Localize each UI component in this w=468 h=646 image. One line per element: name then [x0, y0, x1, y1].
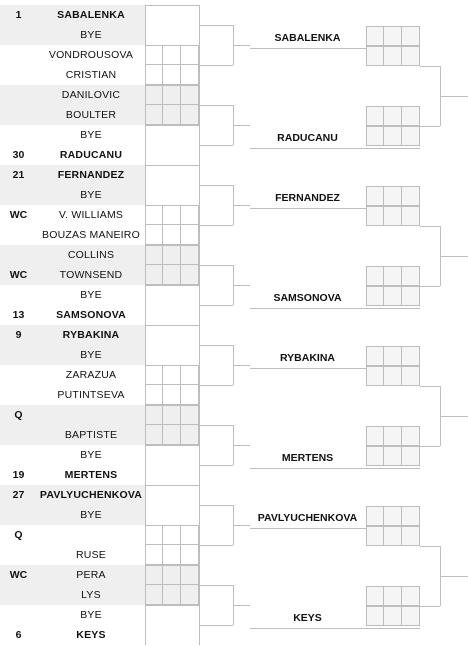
r2-set-score-cell [384, 586, 402, 606]
set-score-cell [181, 525, 199, 545]
r1-connector [200, 65, 233, 66]
player-name: BOULTER [65, 109, 117, 121]
r1-to-r2-line [233, 285, 250, 286]
player-name: BYE [80, 129, 102, 141]
r1-connector [200, 25, 233, 26]
set-score-cell [163, 205, 181, 225]
set-score-cell [181, 85, 199, 105]
set-score-cell [181, 105, 199, 125]
set-score-cell [163, 525, 181, 545]
r2-player-name: FERNANDEZ [275, 192, 340, 204]
r2-connector [420, 606, 440, 607]
set-score-cell [181, 585, 199, 605]
set-score-cell [145, 205, 163, 225]
player-seed: WC [9, 209, 28, 221]
player-name: SABALENKA [57, 9, 125, 21]
set-score-cell [181, 405, 199, 425]
player-name: BOUZAS MANEIRO [42, 229, 140, 241]
r2-set-score-cell [384, 46, 402, 66]
player-seed: Q [14, 409, 23, 421]
set-score-cell [163, 545, 181, 565]
player-name: DANILOVIC [61, 89, 121, 101]
r2-set-score-cell [384, 126, 402, 146]
r2-set-score-cell [384, 506, 402, 526]
bye-score-blank [145, 625, 200, 645]
r2-set-score-cell [366, 266, 384, 286]
set-score-cell [145, 65, 163, 85]
bye-score-blank [145, 165, 200, 185]
player-name: BYE [80, 29, 102, 41]
set-score-cell [145, 565, 163, 585]
r2-set-score-cell [402, 366, 420, 386]
r2-set-score-cell [402, 586, 420, 606]
r2-name-underline [250, 468, 420, 469]
r1-score-divider [145, 5, 146, 645]
set-score-cell [163, 425, 181, 445]
r2-player-name: SAMSONOVA [273, 292, 342, 304]
r2-player-name: SABALENKA [274, 32, 341, 44]
set-score-cell [163, 245, 181, 265]
r2-name-underline [250, 148, 420, 149]
set-score-cell [145, 385, 163, 405]
r1-to-r2-line [233, 205, 250, 206]
set-score-cell [163, 105, 181, 125]
r2-player-name: MERTENS [281, 452, 334, 464]
bye-score-blank [145, 5, 200, 25]
player-seed: 19 [12, 469, 25, 481]
r2-set-score-cell [402, 346, 420, 366]
set-score-cell [181, 265, 199, 285]
r2-set-score-cell [384, 606, 402, 626]
bye-score-blank [145, 325, 200, 345]
r2-name-underline [250, 308, 420, 309]
r2-set-score-cell [402, 26, 420, 46]
r2-set-score-cell [402, 526, 420, 546]
bye-score-blank [145, 285, 200, 305]
set-score-cell [181, 545, 199, 565]
player-name: LYS [81, 589, 101, 601]
r1-connector [200, 265, 233, 266]
player-name: V. WILLIAMS [58, 209, 124, 221]
set-score-cell [163, 585, 181, 605]
set-score-cell [145, 265, 163, 285]
set-score-cell [163, 265, 181, 285]
r2-connector [420, 126, 440, 127]
r1-to-r2-line [233, 605, 250, 606]
set-score-cell [145, 405, 163, 425]
bye-score-blank [145, 145, 200, 165]
bye-score-blank [145, 305, 200, 325]
set-score-cell [163, 565, 181, 585]
set-score-cell [163, 65, 181, 85]
r2-set-score-cell [384, 186, 402, 206]
r2-set-score-cell [384, 286, 402, 306]
player-name: BYE [80, 509, 102, 521]
r2-set-score-cell [402, 506, 420, 526]
r2-set-score-cell [366, 526, 384, 546]
bye-score-blank [145, 185, 200, 205]
player-seed: 1 [15, 9, 22, 21]
r1-connector [200, 585, 233, 586]
r2-set-score-cell [366, 106, 384, 126]
set-score-cell [163, 405, 181, 425]
bye-score-blank [145, 25, 200, 45]
player-seed: 27 [12, 489, 25, 501]
r2-set-score-cell [402, 106, 420, 126]
r2-set-score-cell [384, 366, 402, 386]
r2-set-score-cell [402, 426, 420, 446]
r2-set-score-cell [384, 346, 402, 366]
player-name: SAMSONOVA [56, 309, 126, 321]
player-name: BYE [80, 289, 102, 301]
r2-set-score-cell [384, 266, 402, 286]
r2-set-score-cell [366, 46, 384, 66]
r1-connector [200, 105, 233, 106]
r2-connector [420, 286, 440, 287]
player-seed: 6 [15, 629, 22, 641]
player-name: RYBAKINA [62, 329, 120, 341]
player-name: CRISTIAN [65, 69, 117, 81]
r2-to-r3-line [440, 96, 468, 97]
r1-connector [200, 465, 233, 466]
bye-score-blank [145, 345, 200, 365]
r2-set-score-cell [366, 286, 384, 306]
r2-set-score-cell [402, 206, 420, 226]
set-score-cell [181, 225, 199, 245]
player-seed: 30 [12, 149, 25, 161]
r1-to-r2-line [233, 45, 250, 46]
set-score-cell [163, 225, 181, 245]
r2-set-score-cell [366, 586, 384, 606]
r1-connector [200, 345, 233, 346]
set-score-cell [181, 205, 199, 225]
set-score-cell [181, 425, 199, 445]
set-score-cell [145, 105, 163, 125]
set-score-cell [181, 365, 199, 385]
r1-right-border [199, 5, 200, 645]
bye-score-blank [145, 125, 200, 145]
bye-score-blank [145, 505, 200, 525]
r1-to-r2-line [233, 445, 250, 446]
set-score-cell [145, 525, 163, 545]
set-score-cell [181, 385, 199, 405]
player-name: BYE [80, 189, 102, 201]
player-name: PUTINTSEVA [57, 389, 125, 401]
r2-player-name: KEYS [293, 612, 322, 624]
player-name: BYE [80, 349, 102, 361]
r2-set-score-cell [366, 126, 384, 146]
player-name: FERNANDEZ [57, 169, 125, 181]
r2-set-score-cell [366, 426, 384, 446]
r2-set-score-cell [366, 186, 384, 206]
r2-connector [420, 66, 440, 67]
player-seed: 21 [12, 169, 25, 181]
bye-score-blank [145, 485, 200, 505]
r1-to-r2-line [233, 365, 250, 366]
player-name: VONDROUSOVA [48, 49, 134, 61]
r1-connector [200, 545, 233, 546]
r2-set-score-cell [366, 446, 384, 466]
r2-set-score-cell [366, 26, 384, 46]
r2-player-name: RADUCANU [277, 132, 338, 144]
set-score-cell [145, 365, 163, 385]
r2-set-score-cell [402, 606, 420, 626]
player-seed: WC [9, 269, 28, 281]
r2-set-score-cell [366, 346, 384, 366]
player-seed: WC [9, 569, 28, 581]
player-seed: 9 [15, 329, 22, 341]
player-name: BYE [80, 449, 102, 461]
r2-set-score-cell [366, 606, 384, 626]
r2-set-score-cell [384, 106, 402, 126]
r2-set-score-cell [384, 426, 402, 446]
r2-set-score-cell [402, 446, 420, 466]
r1-connector [200, 505, 233, 506]
r2-to-r3-line [440, 416, 468, 417]
r2-set-score-cell [402, 266, 420, 286]
r2-to-r3-line [440, 256, 468, 257]
r2-set-score-cell [366, 366, 384, 386]
r2-name-underline [250, 628, 420, 629]
r2-set-score-cell [384, 26, 402, 46]
r2-set-score-cell [402, 286, 420, 306]
player-name: ZARAZUA [65, 369, 117, 381]
set-score-cell [145, 585, 163, 605]
r2-set-score-cell [402, 126, 420, 146]
r1-to-r2-line [233, 525, 250, 526]
r2-connector [420, 546, 440, 547]
r2-player-name: PAVLYUCHENKOVA [257, 512, 358, 524]
bye-score-blank [145, 605, 200, 625]
set-score-cell [163, 45, 181, 65]
r2-set-score-cell [366, 206, 384, 226]
set-score-cell [145, 45, 163, 65]
r1-connector [200, 185, 233, 186]
r2-to-r3-line [440, 576, 468, 577]
r2-set-score-cell [366, 506, 384, 526]
r2-set-score-cell [402, 46, 420, 66]
set-score-cell [163, 365, 181, 385]
r1-connector [200, 425, 233, 426]
player-name: COLLINS [67, 249, 115, 261]
r2-connector [420, 386, 440, 387]
player-seed: 13 [12, 309, 25, 321]
set-score-cell [163, 385, 181, 405]
r2-set-score-cell [402, 186, 420, 206]
r2-set-score-cell [384, 206, 402, 226]
r1-connector [200, 385, 233, 386]
set-score-cell [145, 85, 163, 105]
player-name: PERA [76, 569, 106, 581]
r2-set-score-cell [384, 446, 402, 466]
bye-score-blank [145, 445, 200, 465]
player-name: PAVLYUCHENKOVA [39, 489, 143, 501]
player-name: RUSE [76, 549, 106, 561]
r1-connector [200, 305, 233, 306]
player-name: BAPTISTE [64, 429, 118, 441]
player-name: RADUCANU [59, 149, 123, 161]
r2-connector [420, 446, 440, 447]
set-score-cell [181, 565, 199, 585]
bye-score-blank [145, 465, 200, 485]
r2-connector [420, 226, 440, 227]
player-seed: Q [14, 529, 23, 541]
player-name: BYE [80, 609, 102, 621]
r1-to-r2-line [233, 125, 250, 126]
set-score-cell [145, 225, 163, 245]
player-name: MERTENS [64, 469, 118, 481]
set-score-cell [145, 545, 163, 565]
r2-player-name: RYBAKINA [279, 352, 336, 364]
set-score-cell [181, 65, 199, 85]
set-score-cell [181, 45, 199, 65]
set-score-cell [145, 425, 163, 445]
set-score-cell [145, 245, 163, 265]
set-score-cell [181, 245, 199, 265]
r2-set-score-cell [384, 526, 402, 546]
player-name: KEYS [76, 629, 106, 641]
r1-connector [200, 625, 233, 626]
set-score-cell [163, 85, 181, 105]
r1-connector [200, 145, 233, 146]
player-name: TOWNSEND [59, 269, 123, 281]
r1-connector [200, 225, 233, 226]
